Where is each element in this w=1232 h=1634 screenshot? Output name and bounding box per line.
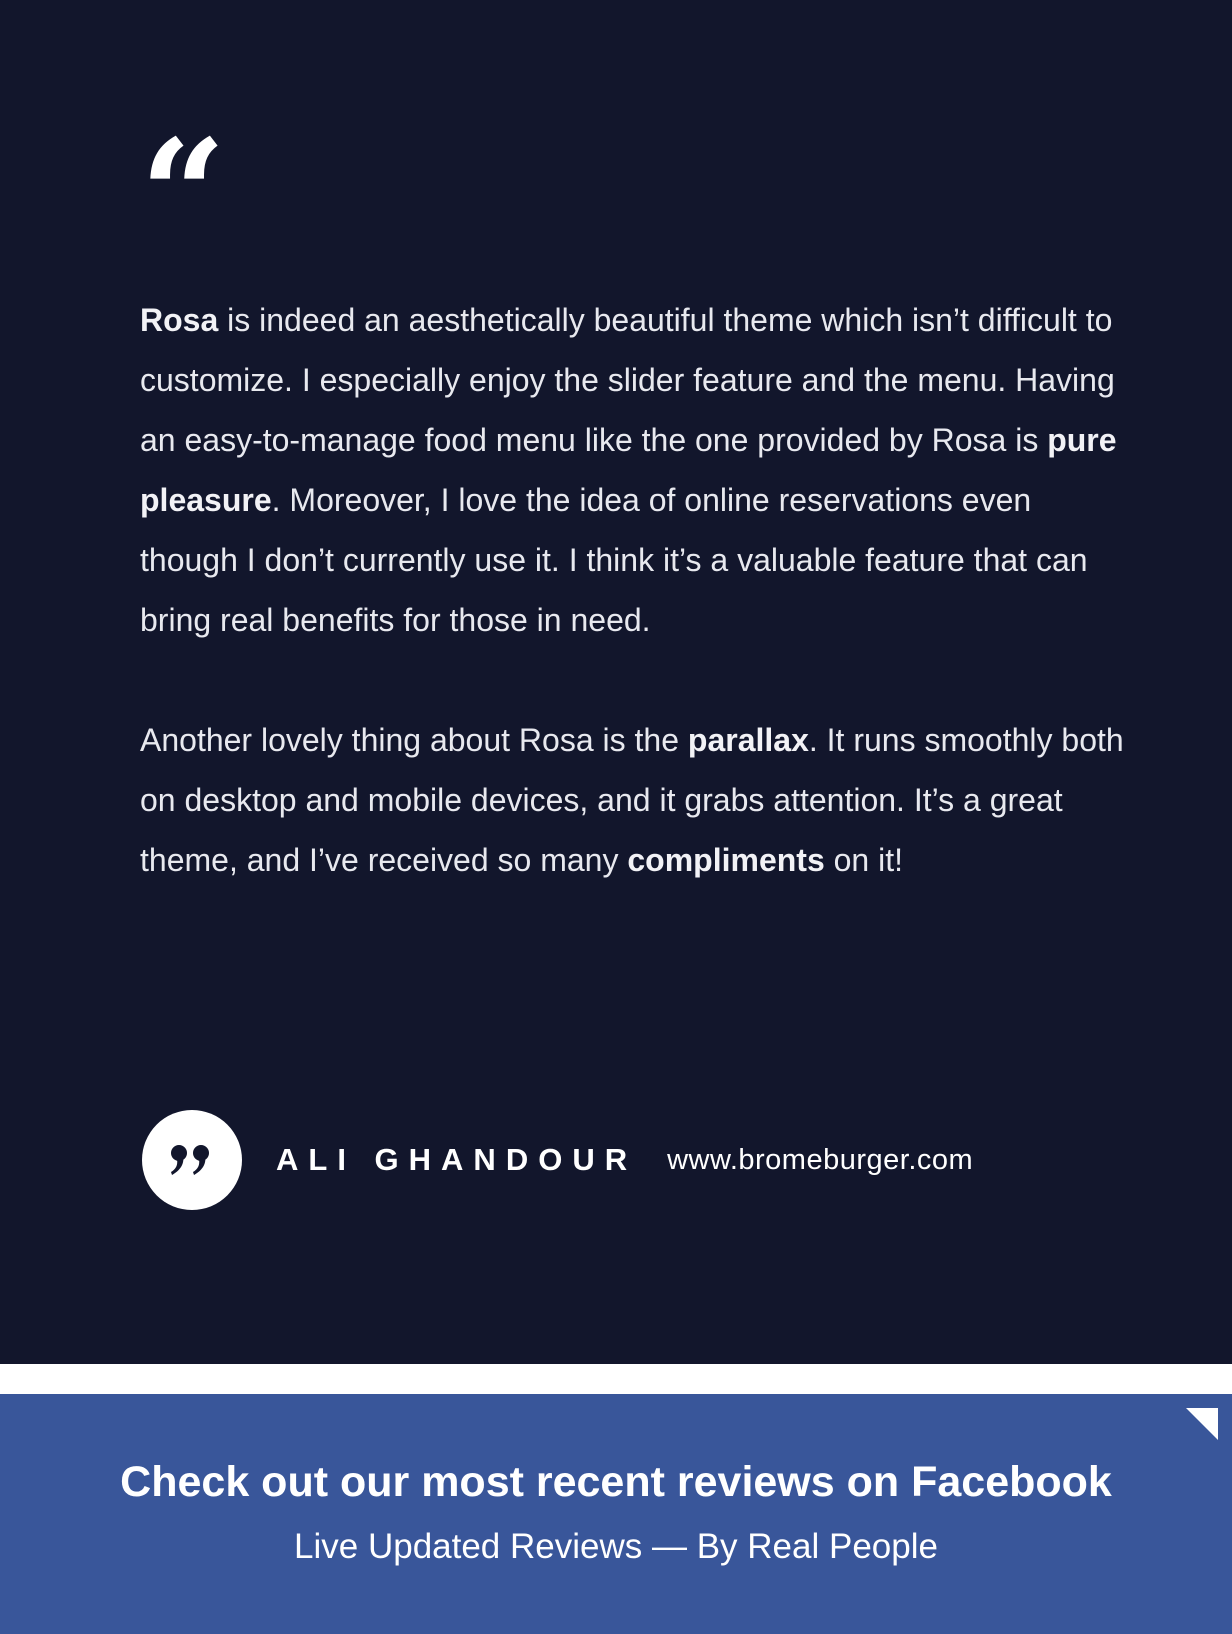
close-quote-icon [169, 1143, 215, 1177]
author-website-link[interactable]: www.bromeburger.com [667, 1143, 974, 1176]
open-quote-icon: “ [140, 107, 213, 283]
text-segment: . Moreover, I love the idea of online reservations even though I don’t currently use it. I think it’s a valuable feature that can bring real benefits for those in need. [140, 482, 1088, 638]
testimonial-text [140, 290, 1130, 890]
text-segment: on it! [824, 842, 903, 878]
facebook-reviews-banner[interactable] [0, 1394, 1232, 1634]
bold-phrase: Rosa [140, 302, 219, 338]
bold-phrase: compliments [627, 842, 825, 878]
author-name: ALI GHANDOUR [276, 1142, 638, 1177]
text-segment: Another lovely thing about Rosa is the [140, 722, 688, 758]
author-badge [142, 1110, 242, 1210]
testimonial-paragraph-2 [140, 710, 1130, 890]
author-row [142, 1110, 973, 1210]
facebook-reviews-subtitle: Live Updated Reviews — By Real People [294, 1527, 938, 1566]
facebook-reviews-title[interactable]: Check out our most recent reviews on Facebook [120, 1458, 1112, 1506]
bold-phrase: pure pleasure [140, 422, 1117, 518]
bold-phrase: parallax [687, 722, 809, 758]
testimonial-paragraph-1 [140, 290, 1130, 650]
text-segment: . It runs smoothly both on desktop and mobile devices, and it grabs attention. It’s a great theme, and I’ve received so many [140, 722, 1124, 878]
corner-triangle-icon [1186, 1408, 1218, 1440]
text-segment: is indeed an aesthetically beautiful theme which isn’t difficult to customize. I especially enjoy the slider feature and the menu. Having an easy-to-manage food menu like the one provided by Rosa is [140, 302, 1115, 458]
